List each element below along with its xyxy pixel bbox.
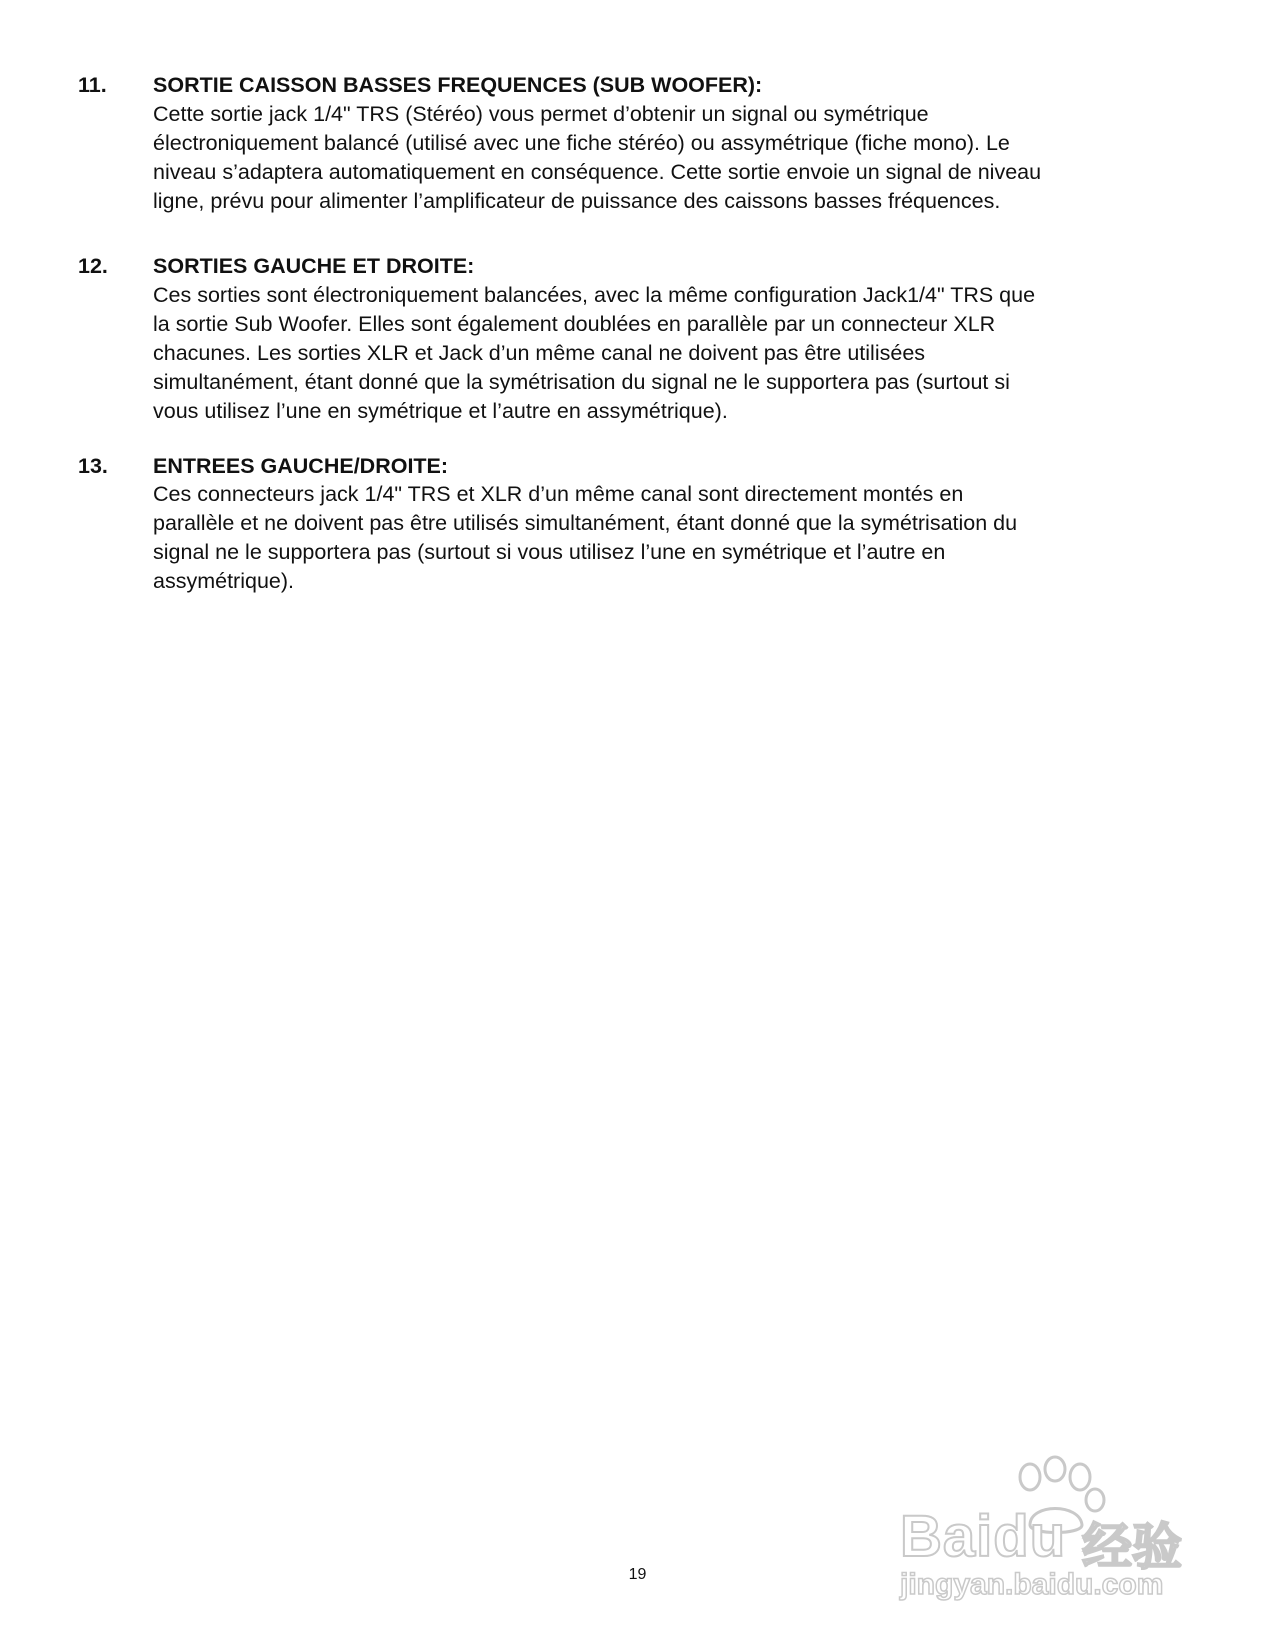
- body-line: chacunes. Les sorties XLR et Jack d’un même canal ne doivent pas être utilisées: [153, 341, 926, 365]
- body-line: ligne, prévu pour alimenter l’amplificateur de puissance des caissons basses fréquences.: [153, 189, 1001, 213]
- section-11: [78, 71, 1198, 216]
- section-title: SORTIE CAISSON BASSES FREQUENCES (SUB WOOFER):: [153, 73, 763, 97]
- page-number: 19: [628, 1566, 647, 1583]
- section-12: [78, 252, 1198, 426]
- watermark-brand: [900, 1503, 1066, 1570]
- section-body: [153, 100, 1198, 216]
- section-number: 13.: [78, 454, 108, 478]
- body-line: niveau s’adaptera automatiquement en conséquence. Cette sortie envoie un signal de niveau: [153, 160, 1042, 184]
- section-number: 12.: [78, 254, 108, 278]
- body-line: signal ne le supportera pas (surtout si vous utilisez l’une en symétrique et l’autre en: [153, 540, 946, 564]
- body-line: parallèle et ne doivent pas être utilisés simultanément, étant donné que la symétrisation du: [153, 511, 1018, 535]
- section-13: [78, 453, 1198, 596]
- section-body: [153, 281, 1198, 426]
- watermark-url: jingyan.baidu.com: [900, 1568, 1164, 1601]
- section-title: SORTIES GAUCHE ET DROITE:: [153, 254, 475, 278]
- section-heading: [78, 252, 1198, 281]
- section-body: [153, 480, 1198, 596]
- section-title: ENTREES GAUCHE/DROITE:: [153, 454, 449, 478]
- section-number: 11.: [78, 73, 107, 97]
- section-heading: [78, 71, 1198, 100]
- watermark-brand-bai: Bai: [900, 1504, 994, 1569]
- body-line: assymétrique).: [153, 569, 294, 593]
- body-line: Cette sortie jack 1/4" TRS (Stéréo) vous permet d’obtenir un signal ou symétrique: [153, 102, 929, 126]
- watermark-brand-cn: 经验: [1082, 1518, 1182, 1576]
- body-line: électroniquement balancé (utilisé avec une fiche stéréo) ou assymétrique (fiche mono). Le: [153, 131, 1010, 155]
- body-line: Ces connecteurs jack 1/4" TRS et XLR d’un même canal sont directement montés en: [153, 482, 964, 506]
- watermark-brand-du: du: [993, 1504, 1067, 1569]
- section-heading: [78, 453, 1198, 480]
- body-line: vous utilisez l’une en symétrique et l’autre en assymétrique).: [153, 399, 728, 423]
- body-line: la sortie Sub Woofer. Elles sont également doublées en parallèle par un connecteur XLR: [153, 312, 996, 336]
- body-line: simultanément, étant donné que la symétrisation du signal ne le supportera pas (surtout si: [153, 370, 1010, 394]
- body-line: Ces sorties sont électroniquement balancées, avec la même configuration Jack1/4" TRS que: [153, 283, 1036, 307]
